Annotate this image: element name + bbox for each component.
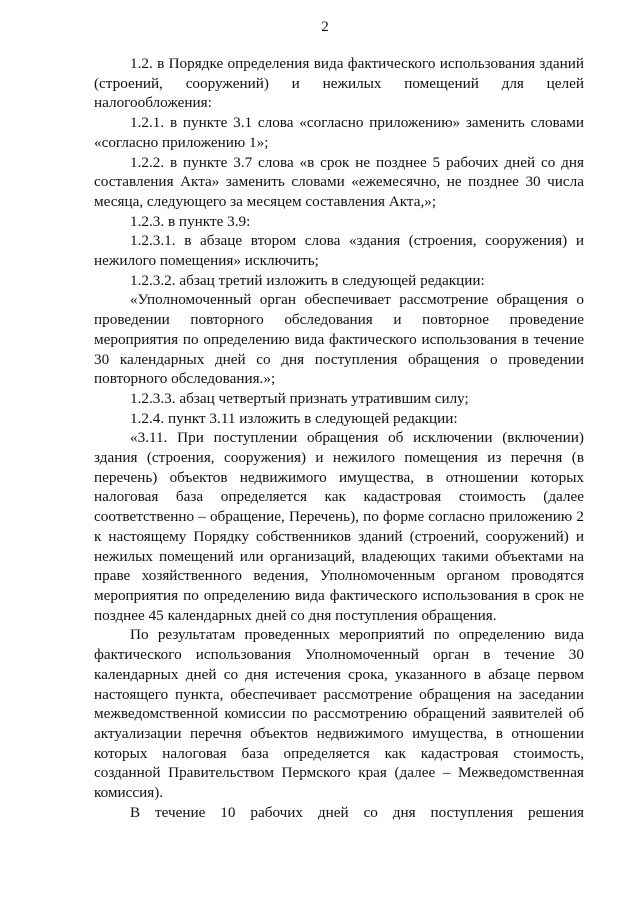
page-number: 2 xyxy=(321,19,329,35)
paragraph-results: По результатам проведенных мероприятий по определению вида фактического использования Уполномоченный орган в течение 30 календарных дней со дня истечения срока, указанного в абзаце первом настоящего пункта, обеспечивает рассмотрение обращения на заседании межведомственной комиссии по рассмотрению обращений заявителей об актуализации перечня объектов недвижимого имущества, в отношении которых налоговая база определяется как кадастровая стоимость, созданной Правительством Пермского края (далее – Межведомственная комиссия). xyxy=(94,626,584,802)
paragraph-1-2-3-2: 1.2.3.2. абзац третий изложить в следующей редакции: xyxy=(130,271,485,289)
paragraph-1-2-1: 1.2.1. в пункте 3.1 слова «согласно приложению» заменить словами «согласно приложению 1»; xyxy=(94,114,584,151)
paragraph-3-11: «3.11. При поступлении обращения об исключении (включении) здания (строения, сооружения) и нежилого помещения из перечня (в перечень) объектов недвижимого имущества, в отношении которых налоговая база определяется как кадастровая стоимость (далее соответственно – обращение, Перечень), по форме согласно приложению 2 к настоящему Порядку собственников зданий (строений, сооружений) и нежилых помещений или организаций, владеющих такими объектами на праве хозяйственного ведения, Уполномоченным органом проводятся мероприятия по определению вида фактического использования в срок не позднее 45 календарных дней со дня поступления обращения. xyxy=(94,429,584,624)
paragraph-within-10-days: В течение 10 рабочих дней со дня поступления решения xyxy=(130,803,584,821)
document-body xyxy=(94,54,584,822)
paragraph-1-2-3-3: 1.2.3.3. абзац четвертый признать утратившим силу; xyxy=(130,389,469,407)
paragraph-1-2-3-1: 1.2.3.1. в абзаце втором слова «здания (строения, сооружения) и нежилого помещения» исключить; xyxy=(94,232,584,270)
paragraph-1-2-2: 1.2.2. в пункте 3.7 слова «в срок не позднее 5 рабочих дней со дня составления Акта» заменить словами «ежемесячно, не позднее 30 числа месяца, следующего за месяцем составления Акта,»; xyxy=(94,153,584,210)
paragraph-1-2-3: 1.2.3. в пункте 3.9: xyxy=(130,212,251,230)
paragraph-1-2: 1.2. в Порядке определения вида фактического использования зданий (строений, сооружений) и нежилых помещений для целей налогообложения: xyxy=(94,55,584,112)
paragraph-1-2-4: 1.2.4. пункт 3.11 изложить в следующей редакции: xyxy=(130,409,458,427)
paragraph-quoted-abzac: «Уполномоченный орган обеспечивает рассмотрение обращения о проведении повторного обследования и повторное проведение мероприятия по определению вида фактического использования в течение 30 календарных дней со дня поступления обращения о проведении повторного обследования.»; xyxy=(94,291,584,388)
